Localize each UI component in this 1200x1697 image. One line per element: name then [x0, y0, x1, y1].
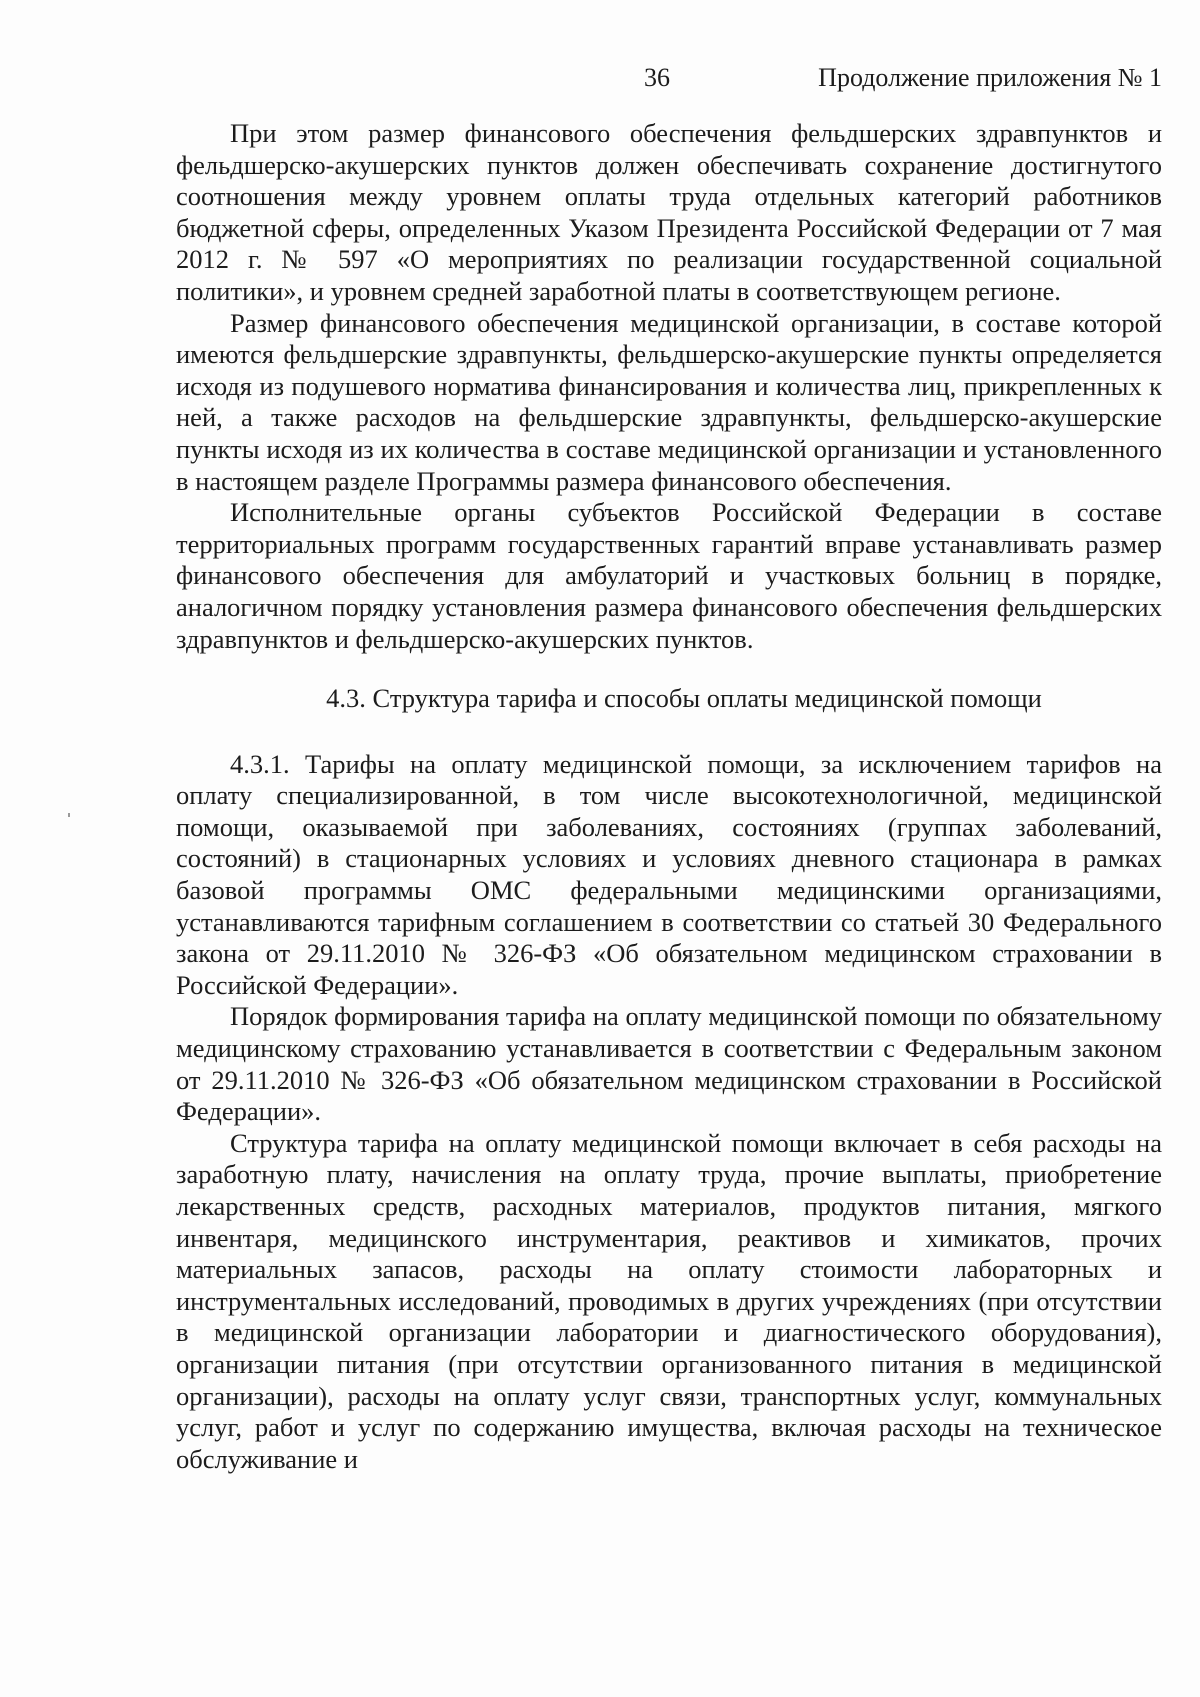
scan-artifact: [68, 813, 70, 817]
page-header: [176, 62, 1162, 94]
appendix-continuation-note: Продолжение приложения № 1: [818, 63, 1162, 92]
paragraph-organization-financing: Размер финансового обеспечения медицинской организации, в составе которой имеются фельдшерские здравпункты, фельдшерско-акушерские пункты определяется исходя из подушевого норматива финансирования и количества лиц, прикрепленных к ней, а также расходов на фельдшерские здравпункты, фельдшерско-акушерские пункты исходя из их количества в составе медицинской организации и установленного в настоящем разделе Программы размера финансового обеспечения.: [176, 307, 1162, 496]
paragraph-executive-bodies: Исполнительные органы субъектов Российской Федерации в составе территориальных программ государственных гарантий вправе устанавливать размер финансового обеспечения для амбулаторий и участковых больниц в порядке, аналогичном порядку установления размера финансового обеспечения фельдшерских здравпунктов и фельдшерско-акушерских пунктов.: [176, 497, 1162, 654]
page-number: 36: [644, 63, 670, 92]
paragraph-tariff-structure: Структура тарифа на оплату медицинской помощи включает в себя расходы на заработную плату, начисления на оплату труда, прочие выплаты, приобретение лекарственных средств, расходных материалов, продуктов питания, мягкого инвентаря, медицинского инструментария, реактивов и химикатов, прочих материальных запасов, расходы на оплату стоимости лабораторных и инструментальных исследований, проводимых в других учреждениях (при отсутствии в медицинской организации лаборатории и диагностического оборудования), организации питания (при отсутствии организованного питания в медицинской организации), расходы на оплату услуг связи, транспортных услуг, коммунальных услуг, работ и услуг по содержанию имущества, включая расходы на техническое обслуживание и: [176, 1127, 1162, 1474]
document-body: [176, 118, 1162, 1475]
paragraph-4-3-1-tariffs: 4.3.1. Тарифы на оплату медицинской помощи, за исключением тарифов на оплату специализированной, в том числе высокотехнологичной, медицинской помощи, оказываемой при заболеваниях, состояниях (группах заболеваний, состояний) в стационарных условиях и условиях дневного стационара в рамках базовой программы ОМС федеральными медицинскими организациями, устанавливаются тарифным соглашением в соответствии со статьей 30 Федерального закона от 29.11.2010 № 326-ФЗ «Об обязательном медицинском страховании в Российской Федерации».: [176, 748, 1162, 1000]
paragraph-tariff-formation: Порядок формирования тарифа на оплату медицинской помощи по обязательному медицинскому страхованию устанавливается в соответствии с Федеральным законом от 29.11.2010 № 326-ФЗ «Об обязательном медицинском страховании в Российской Федерации».: [176, 1001, 1162, 1127]
section-heading: 4.3. Структура тарифа и способы оплаты медицинской помощи: [326, 683, 1042, 714]
paragraph-fap-financing: При этом размер финансового обеспечения фельдшерских здравпунктов и фельдшерско-акушерских пунктов должен обеспечивать сохранение достигнутого соотношения между уровнем оплаты труда отдельных категорий работников бюджетной сферы, определенных Указом Президента Российской Федерации от 7 мая 2012 г. № 597 «О мероприятиях по реализации государственной социальной политики», и уровнем средней заработной платы в соответствующем регионе.: [176, 118, 1162, 306]
